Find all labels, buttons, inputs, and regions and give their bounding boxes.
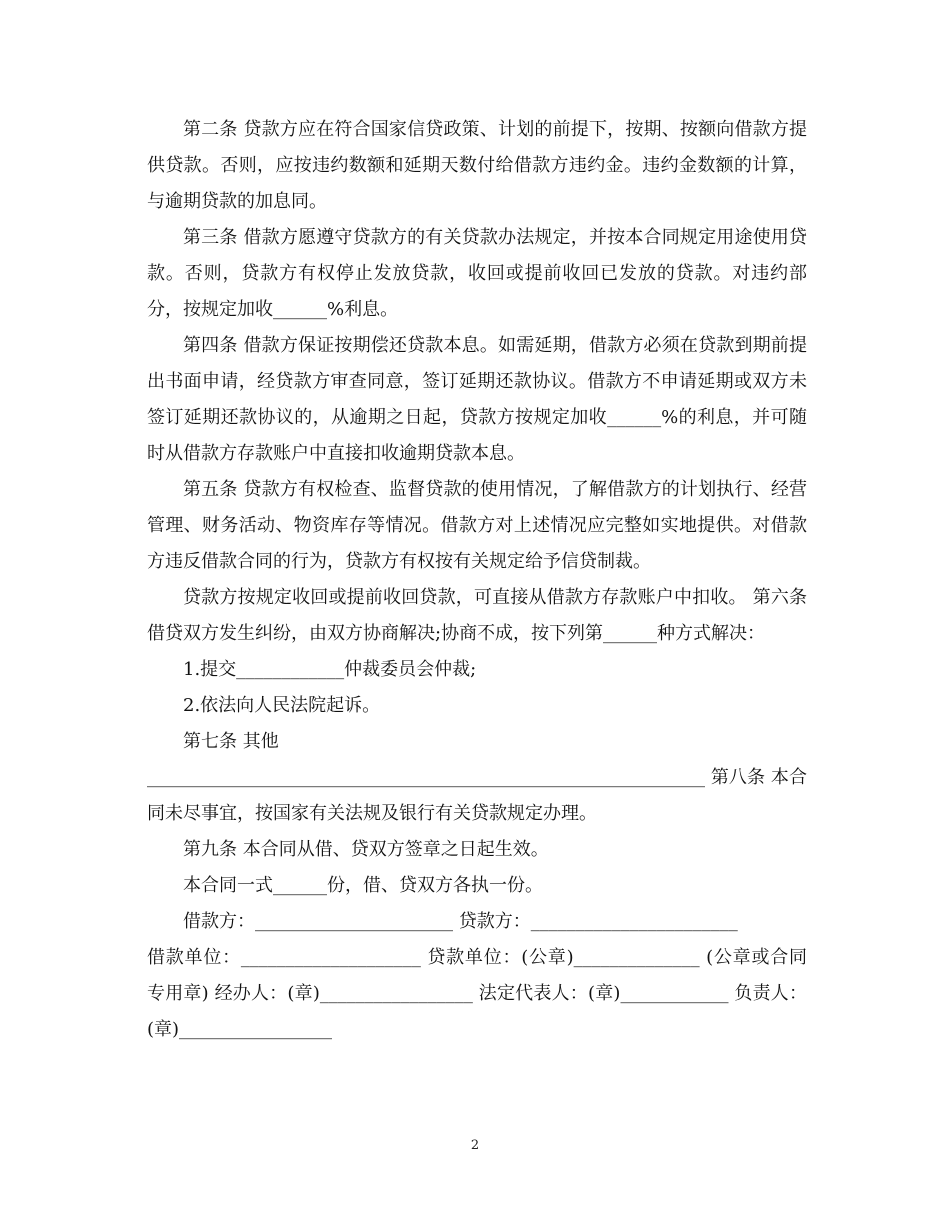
signature-parties-line: 借款方：______________________ 贷款方：_______________________	[183, 911, 738, 932]
article-2-paragraph: 第二条 贷款方应在符合国家信贷政策、计划的前提下，按期、按额向借款方提供贷款。否则，应按违约数额和延期天数付给借款方违约金。违约金数额的计算，与逾期贷款的加息同。	[147, 119, 807, 212]
article-7-heading: 第七条 其他	[183, 731, 279, 752]
article-6-paragraph: 贷款方按规定收回或提前收回贷款，可直接从借款方存款账户中扣收。 第六条 借贷双方发生纠纷，由双方协商解决;协商不成，按下列第______种方式解决：	[147, 587, 807, 644]
article-3-paragraph: 第三条 借款方愿遵守贷款方的有关贷款办法规定，并按本合同规定用途使用贷款。否则，贷款方有权停止发放贷款，收回或提前收回已发放的贷款。对违约部分，按规定加收______%利息。	[147, 227, 807, 320]
copies-paragraph: 本合同一式______份，借、贷双方各执一份。	[183, 875, 543, 896]
page-number: 2	[470, 1138, 480, 1153]
article-5-paragraph: 第五条 贷款方有权检查、监督贷款的使用情况，了解借款方的计划执行、经营管理、财务活动、物资库存等情况。借款方对上述情况应完整如实地提供。对借款方违反借款合同的行为，贷款方有权按有关规定给予信贷制裁。	[147, 479, 807, 572]
dispute-option-2: 2.依法向人民法院起诉。	[183, 695, 381, 716]
contract-body	[147, 112, 807, 1048]
article-8-paragraph: ______________________________________________________________ 第八条 本合同未尽事宜，按国家有关法规及银行有关贷款规定办理。	[147, 767, 807, 824]
article-9-paragraph: 第九条 本合同从借、贷双方签章之日起生效。	[183, 839, 549, 860]
signature-details-block: 借款单位：____________________ 贷款单位：(公章)______________ (公章或合同专用章) 经办人：(章)_________________ 法定代表人：(章)____________ 负责人：(章)_________________	[147, 947, 807, 1040]
article-4-paragraph: 第四条 借款方保证按期偿还贷款本息。如需延期，借款方必须在贷款到期前提出书面申请，经贷款方审查同意，签订延期还款协议。借款方不申请延期或双方未签订延期还款协议的，从逾期之日起，贷款方按规定加收______%的利息，并可随时从借款方存款账户中直接扣收逾期贷款本息。	[147, 335, 807, 464]
dispute-option-1: 1.提交____________仲裁委员会仲裁;	[183, 659, 477, 680]
